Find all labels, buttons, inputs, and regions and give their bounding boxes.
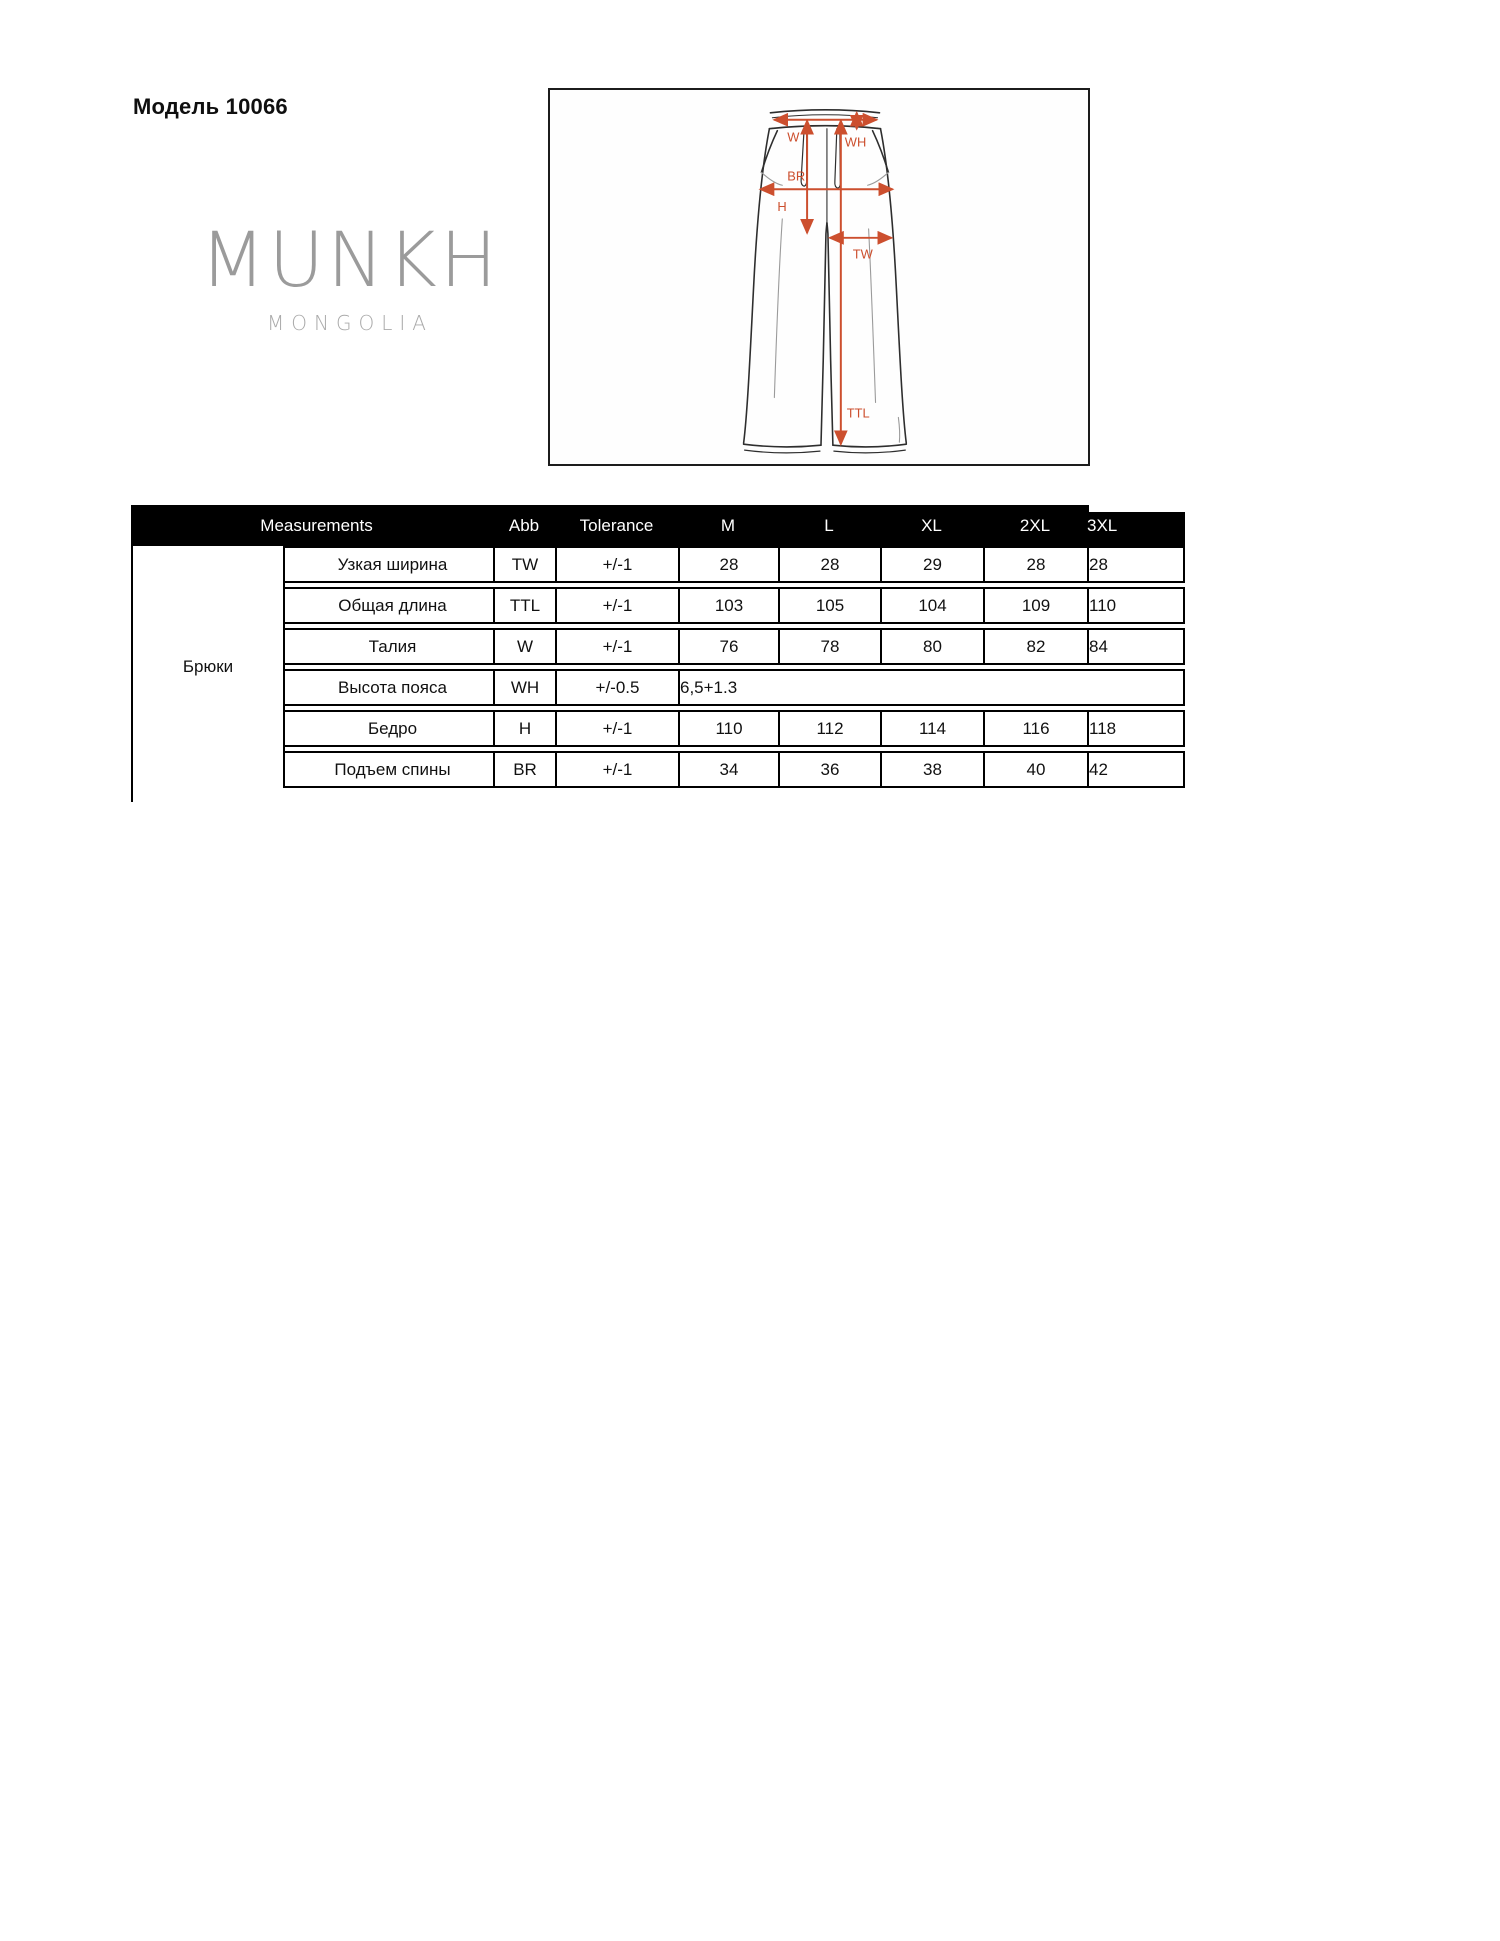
waist-label: W <box>787 129 800 145</box>
row-tolerance: +/-1 <box>555 548 678 581</box>
pants-measurement-diagram <box>548 88 1090 466</box>
header-measurements: Measurements <box>260 516 373 535</box>
thigh-width-label: TW <box>852 246 873 262</box>
row-abb: WH <box>493 671 555 704</box>
brand-logo <box>190 215 510 335</box>
row-value-2xl: 116 <box>983 712 1087 745</box>
row-value-xl: 80 <box>880 630 983 663</box>
row-value-2xl: 109 <box>983 589 1087 622</box>
row-value-m: 110 <box>678 712 778 745</box>
row-value-l: 28 <box>778 548 880 581</box>
back-rise-label: BR <box>787 168 806 184</box>
table-row <box>285 669 1185 706</box>
row-name: Общая длина <box>338 596 447 615</box>
brand-name: MUNKH <box>199 215 501 304</box>
table-row <box>285 587 1185 624</box>
total-length-label: TTL <box>846 405 870 421</box>
pants-sketch <box>550 90 1088 464</box>
row-abb: TW <box>493 548 555 581</box>
category-cell: Брюки <box>131 546 285 788</box>
row-name: Высота пояса <box>338 678 447 697</box>
header-corner-notch <box>1089 505 1185 512</box>
header-size-m: M <box>720 516 736 535</box>
row-value-3xl: 110 <box>1087 589 1116 622</box>
row-value-2xl: 28 <box>983 548 1087 581</box>
row-value-2xl: 82 <box>983 630 1087 663</box>
row-name: Подъем спины <box>334 760 451 779</box>
table-row <box>285 546 1185 583</box>
row-tolerance: +/-1 <box>555 630 678 663</box>
row-value-xl: 114 <box>880 712 983 745</box>
row-merged-value: 6,5+1.3 <box>678 671 737 704</box>
row-abb: TTL <box>493 589 555 622</box>
table-row <box>285 751 1185 788</box>
table-header-row <box>131 505 1185 546</box>
pants-outline <box>744 110 907 453</box>
row-value-l: 105 <box>778 589 880 622</box>
table-row <box>285 710 1185 747</box>
row-value-m: 34 <box>678 753 778 786</box>
row-value-xl: 38 <box>880 753 983 786</box>
row-value-m: 28 <box>678 548 778 581</box>
row-value-l: 112 <box>778 712 880 745</box>
header-size-3xl: 3XL <box>1087 516 1118 535</box>
row-value-xl: 104 <box>880 589 983 622</box>
row-value-m: 76 <box>678 630 778 663</box>
header-tolerance: Tolerance <box>579 516 654 535</box>
row-value-3xl: 118 <box>1087 712 1116 745</box>
table-left-border-stub <box>131 788 133 802</box>
header-size-l: L <box>824 516 834 535</box>
row-tolerance: +/-1 <box>555 589 678 622</box>
row-tolerance: +/-1 <box>555 753 678 786</box>
page-title: Модель 10066 <box>133 94 288 119</box>
row-tolerance: +/-1 <box>555 712 678 745</box>
row-value-3xl: 42 <box>1087 753 1108 786</box>
row-value-m: 103 <box>678 589 778 622</box>
row-value-l: 78 <box>778 630 880 663</box>
table-body <box>285 546 1185 788</box>
row-name: Талия <box>368 637 417 656</box>
row-value-3xl: 84 <box>1087 630 1108 663</box>
row-name: Узкая ширина <box>337 555 448 574</box>
header-abb: Abb <box>508 516 540 535</box>
row-value-3xl: 28 <box>1087 548 1108 581</box>
size-table <box>131 505 1185 805</box>
row-value-2xl: 40 <box>983 753 1087 786</box>
table-row <box>285 628 1185 665</box>
row-abb: BR <box>493 753 555 786</box>
brand-subtitle: MONGOLIA <box>267 311 433 335</box>
row-tolerance: +/-0.5 <box>555 671 678 704</box>
waistband-height-label: WH <box>844 134 867 150</box>
row-value-xl: 29 <box>880 548 983 581</box>
header-size-2xl: 2XL <box>1019 516 1051 535</box>
header-size-xl: XL <box>921 516 942 535</box>
hip-label: H <box>777 199 787 215</box>
row-value-l: 36 <box>778 753 880 786</box>
row-abb: W <box>493 630 555 663</box>
row-name: Бедро <box>367 719 418 738</box>
row-abb: H <box>493 712 555 745</box>
